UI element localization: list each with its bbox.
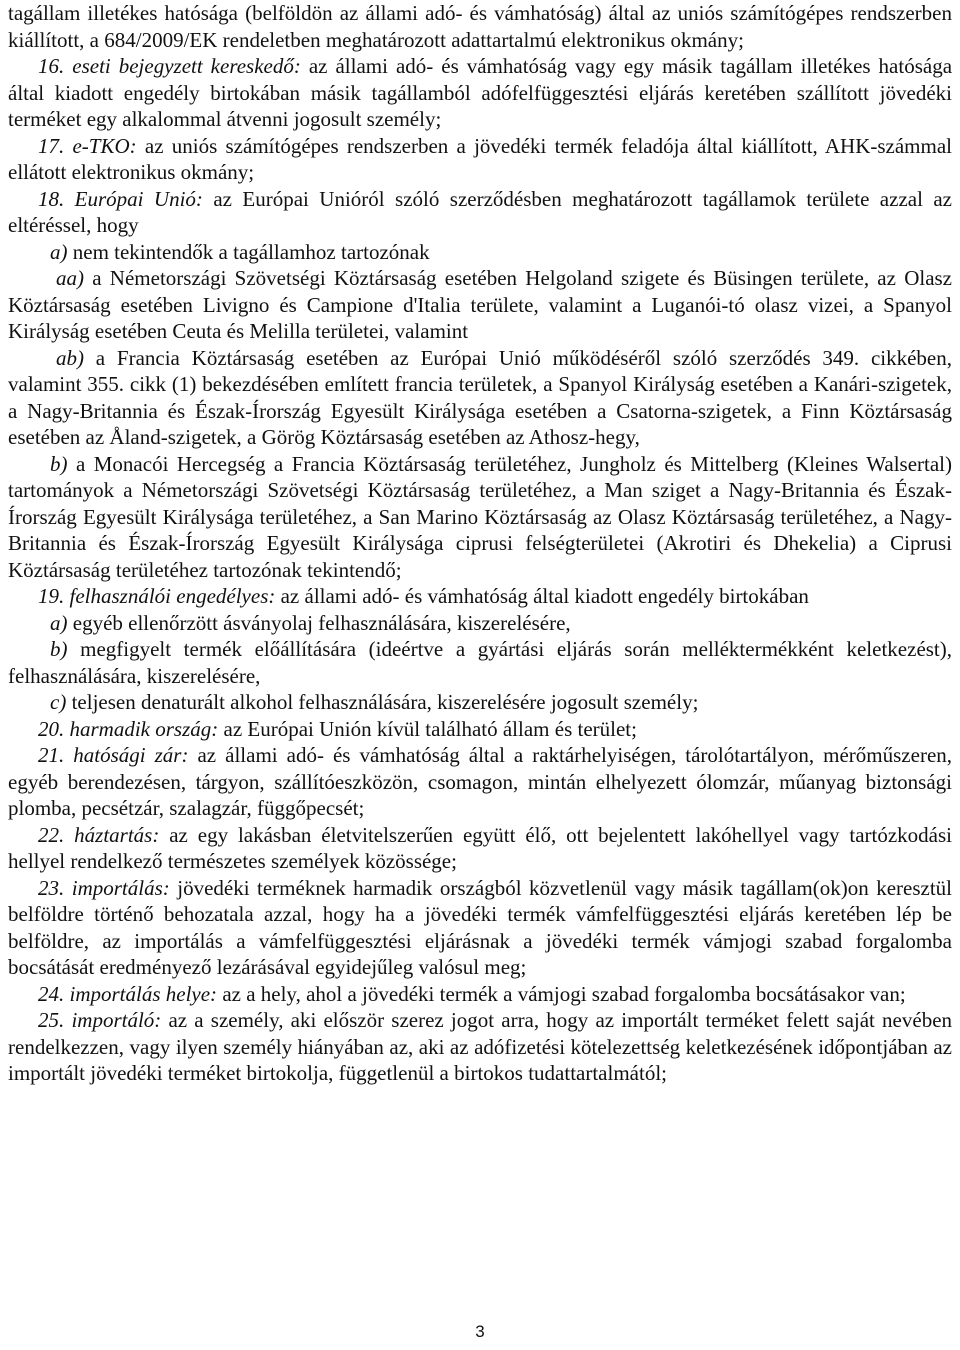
definition-20: 20. harmadik ország: az Európai Unión kívül található állam és terület; bbox=[38, 716, 637, 741]
definition-19: 19. felhasználói engedélyes: az állami adó- és vámhatóság által kiadott engedély birtokában bbox=[38, 584, 809, 608]
definition-19-b: b) megfigyelt termék előállítására (ideértve a gyártási eljárás során melléktermékként keletkezést), felhasználására, kiszerelésére, bbox=[8, 637, 953, 688]
definition-18: 18. Európai Unió: az Európai Unióról szóló szerződésben meghatározott tagállamok területe azzal az eltéréssel, hogy bbox=[8, 186, 952, 237]
definition-19-a: a) egyéb ellenőrzött ásványolaj felhasználására, kiszerelésére, bbox=[50, 610, 571, 635]
definition-16: 16. eseti bejegyzett kereskedő: az állami adó- és vámhatóság vagy egy másik tagállam illetékes hatósága által kiadott engedély birtokában másik tagállamból adófelfüggesztési eljárás keretében szállított jövedéki terméket egy alkalommal átvenni jogosult személy; bbox=[8, 54, 953, 131]
paragraph-14-continuation: tagállam illetékes hatósága (belföldön az állami adó- és vámhatóság) által az uniós számítógépes rendszerben kiállított, a 684/2009/EK rendeletben meghatározott adattartalmú elektronikus okmány; bbox=[8, 1, 952, 52]
page-number: 3 bbox=[475, 1322, 485, 1341]
definition-23: 23. importálás: jövedéki terméknek harmadik országból közvetlenül vagy másik tagállam(ok)on keresztül belföldre történő behozatala azzal, hogy ha a jövedéki termék vámfelfüggesztési eljárás keretében lép be belföldre, az importálás a vámfelfüggesztési eljárásnak a jövedéki termék vámjogi szabad forgalomba bocsátását eredményező lezárásával egyidejűleg valósul meg; bbox=[8, 875, 952, 979]
document-body bbox=[8, 0, 952, 1087]
definition-25: 25. importáló: az a személy, aki először szerez jogot arra, hogy az importált terméket felett saját nevében rendelkezzen, vagy ilyen személy hiányában az, aki az adófizetési kötelezettség keletkezésének időpontjában az importált jövedéki terméket birtokolja, függetlenül a birtokos tudattartalmától; bbox=[8, 1008, 953, 1085]
definition-18-aa: aa) a Németországi Szövetségi Köztársaság esetében Helgoland szigete és Büsingen területe, az Olasz Köztársaság esetében Livigno és Campione d'Italia területe, valamint a Luganói-tó olasz vizei, a Spanyol Királyság esetében Ceuta és Melilla területei, valamint bbox=[8, 266, 953, 343]
definition-18-ab: ab) a Francia Köztársaság esetében az Európai Unió működéséről szóló szerződés 349. cikkében, valamint 355. cikk (1) bekezdésében említett francia területek, a Spanyol Királyság esetében a Kanári-szigetek, a Nagy-Britannia és Észak-Írország Egyesült Királysága esetében a Csatorna-szigetek, a Finn Köztársaság esetében az Åland-szigetek, a Görög Köztársaság esetében az Athosz-hegy, bbox=[8, 345, 953, 449]
definition-24: 24. importálás helye: az a hely, ahol a jövedéki termék a vámjogi szabad forgalomba bocsátásakor van; bbox=[38, 981, 906, 1006]
definition-17: 17. e-TKO: az uniós számítógépes rendszerben a jövedéki termék feladója által kiállított, AHK-számmal ellátott elektronikus okmány; bbox=[8, 133, 953, 184]
definition-19-c: c) teljesen denaturált alkohol felhasználására, kiszerelésére jogosult személy; bbox=[50, 690, 699, 714]
definition-18-b: b) a Monacói Hercegség a Francia Köztársaság területéhez, Jungholz és Mittelberg (Kleines Walsertal) tartományok a Németországi Szövetségi Köztársaság területéhez, a Man sziget a Nagy-Britannia és Észak-Írország Egyesült Királysága területéhez, a San Marino Köztársaság az Olasz Köztársaság területéhez, a Nagy-Britannia és Észak-Írország Egyesült Királysága ciprusi felségterületei (Akrotiri és Dhekelia) a Ciprusi Köztársaság területéhez tartozónak tekintendő; bbox=[8, 451, 952, 582]
definition-21: 21. hatósági zár: az állami adó- és vámhatóság által a raktárhelyiségen, tárolótartályon, mérőműszeren, egyéb berendezésen, tárgyon, szállítóeszközön, csomagon, mintán elhelyezett ólomzár, műanyag biztonsági plomba, pecsétzár, szalagzár, függőpecsét; bbox=[8, 743, 953, 820]
definition-22: 22. háztartás: az egy lakásban életvitelszerűen együtt élő, ott bejelentett lakóhellyel vagy tartózkodási hellyel rendelkező természetes személyek közössége; bbox=[8, 822, 953, 873]
definition-18-a: a) nem tekintendők a tagállamhoz tartozónak bbox=[50, 239, 430, 264]
